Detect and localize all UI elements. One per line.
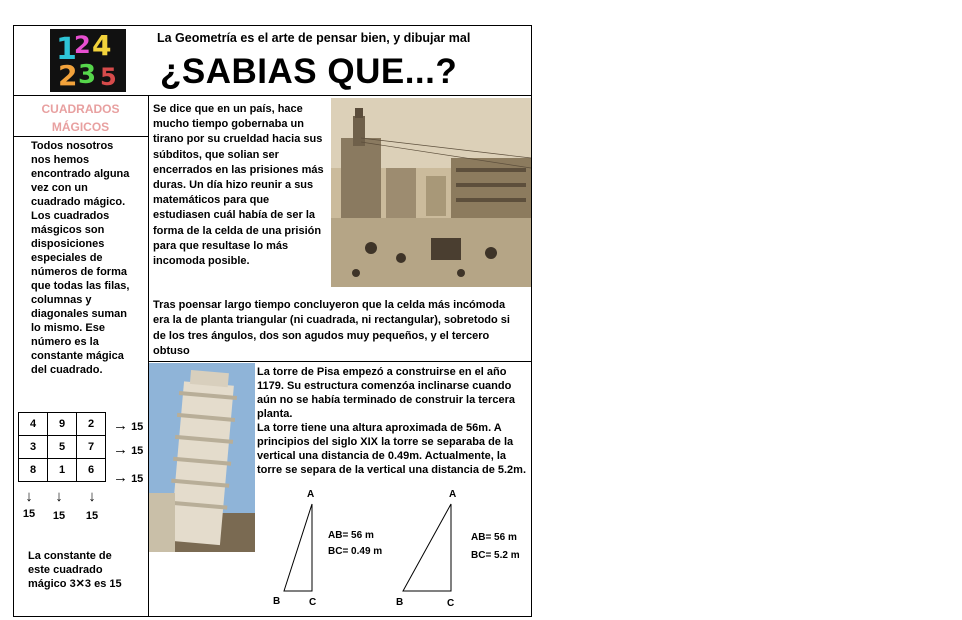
triangle-2-label-c: C: [447, 598, 455, 609]
table-row: [19, 436, 106, 459]
magic-cell: 9: [48, 413, 77, 436]
arrow-right-icon: →: [113, 417, 128, 434]
pisa-paragraph-2: La torre tiene una altura aproximada de 56m. A principios del siglo XIX la torre se separaba de la vertical una distancia de 0.49m. Actualmente, la torre se separa de la vertical una distancia de 5.2m.: [257, 422, 527, 476]
magic-square-caption: La constante de este cuadrado mágico 3✕3 es 15: [28, 550, 122, 590]
triangle-1-ab: AB= 56 m: [328, 530, 374, 541]
magic-cell: 3: [19, 436, 48, 459]
arrow-down-icon: ↓: [88, 488, 96, 505]
conclusion-paragraph: Tras poensar largo tiempo concluyeron que la celda más incómoda era la de planta triangular (ni cuadrada, ni rectangular), sobretodo si de los tres ángulos, dos son agudos muy pequeños, y el tercero obtuso: [153, 299, 510, 357]
arrow-right-icon: →: [113, 441, 128, 458]
col-sum-2: [49, 490, 69, 523]
sidebar-title-divider: [13, 136, 149, 137]
table-row: [19, 459, 106, 482]
col-sum-value: 15: [85, 510, 99, 522]
col-sum-value: 15: [52, 510, 66, 522]
triangle-2-ab: AB= 56 m: [471, 532, 517, 543]
arrow-down-icon: ↓: [25, 488, 33, 505]
magic-cell: 4: [19, 413, 48, 436]
col-sum-1: [19, 490, 39, 521]
page-title: ¿SABIAS QUE...?: [160, 52, 458, 91]
triangle-1-label-c: C: [309, 597, 317, 608]
svg-text:2: 2: [58, 59, 78, 92]
tyrant-story-paragraph: Se dice que en un país, hace mucho tiempo gobernaba un tirano por su crueldad hacia sus súbditos, que solian ser encerrados en las prisiones más duras. Un día hizo reunir a sus matemáticos para que estudiasen cuál había de ser la forma de la celda de una prisión para que resultase lo más incomoda posible.: [153, 103, 324, 268]
triangle-diagram-2: [402, 503, 453, 592]
numbers-logo-icon: [50, 29, 126, 92]
magic-cell: 2: [77, 413, 106, 436]
row-sum-value: 15: [131, 473, 144, 485]
triangle-2-label-a: A: [449, 489, 457, 500]
triangle-diagram-1: [283, 503, 315, 592]
row-sum-1: [113, 417, 143, 434]
magic-cell: 1: [48, 459, 77, 482]
pisa-paragraph-1: La torre de Pisa empezó a construirse en el año 1179. Su estructura comenzóa inclinarse cuando aún no se había terminado de construir la tercera planta.: [257, 366, 515, 420]
svg-text:5: 5: [100, 63, 117, 91]
arrow-right-icon: →: [113, 469, 128, 486]
header-divider: [13, 95, 532, 96]
svg-text:1: 1: [56, 32, 77, 67]
svg-text:3: 3: [78, 60, 97, 90]
svg-text:4: 4: [92, 29, 112, 62]
header-subtitle: La Geometría es el arte de pensar bien, y dibujar mal: [157, 31, 471, 45]
magic-cell: 6: [77, 459, 106, 482]
row-sum-value: 15: [131, 421, 144, 433]
triangle-1-bc: BC= 0.49 m: [328, 546, 383, 557]
triangle-2-label-b: B: [396, 597, 404, 608]
magic-cell: 8: [19, 459, 48, 482]
pisa-tower-photo: [149, 363, 255, 552]
triangle-2-bc: BC= 5.2 m: [471, 550, 520, 561]
magic-cell: 5: [48, 436, 77, 459]
col-sum-value: 15: [22, 508, 36, 520]
col-sum-3: [82, 490, 102, 523]
magic-square-table: [18, 412, 106, 482]
story-divider: [148, 361, 532, 362]
city-square-photo: [331, 98, 531, 287]
svg-text:2: 2: [74, 31, 91, 59]
table-row: [19, 413, 106, 436]
sidebar-title-line2: MÁGICOS: [51, 120, 110, 134]
row-sum-2: [113, 441, 143, 458]
sidebar-title-line1: CUADRADOS: [41, 102, 120, 116]
triangle-1-label-a: A: [307, 489, 315, 500]
magic-square-paragraph: Todos nosotros nos hemos encontrado alguna vez con un cuadrado mágico. Los cuadrados másgicos son disposiciones especiales de números de forma que todas las filas, columnas y diagonales suman lo mismo. Ese número es la constante mágica del cuadrado.: [31, 140, 130, 376]
sidebar-title: [14, 100, 147, 136]
magic-cell: 7: [77, 436, 106, 459]
row-sum-value: 15: [131, 445, 144, 457]
arrow-down-icon: ↓: [55, 488, 63, 505]
row-sum-3: [113, 469, 143, 486]
triangle-1-label-b: B: [273, 596, 281, 607]
